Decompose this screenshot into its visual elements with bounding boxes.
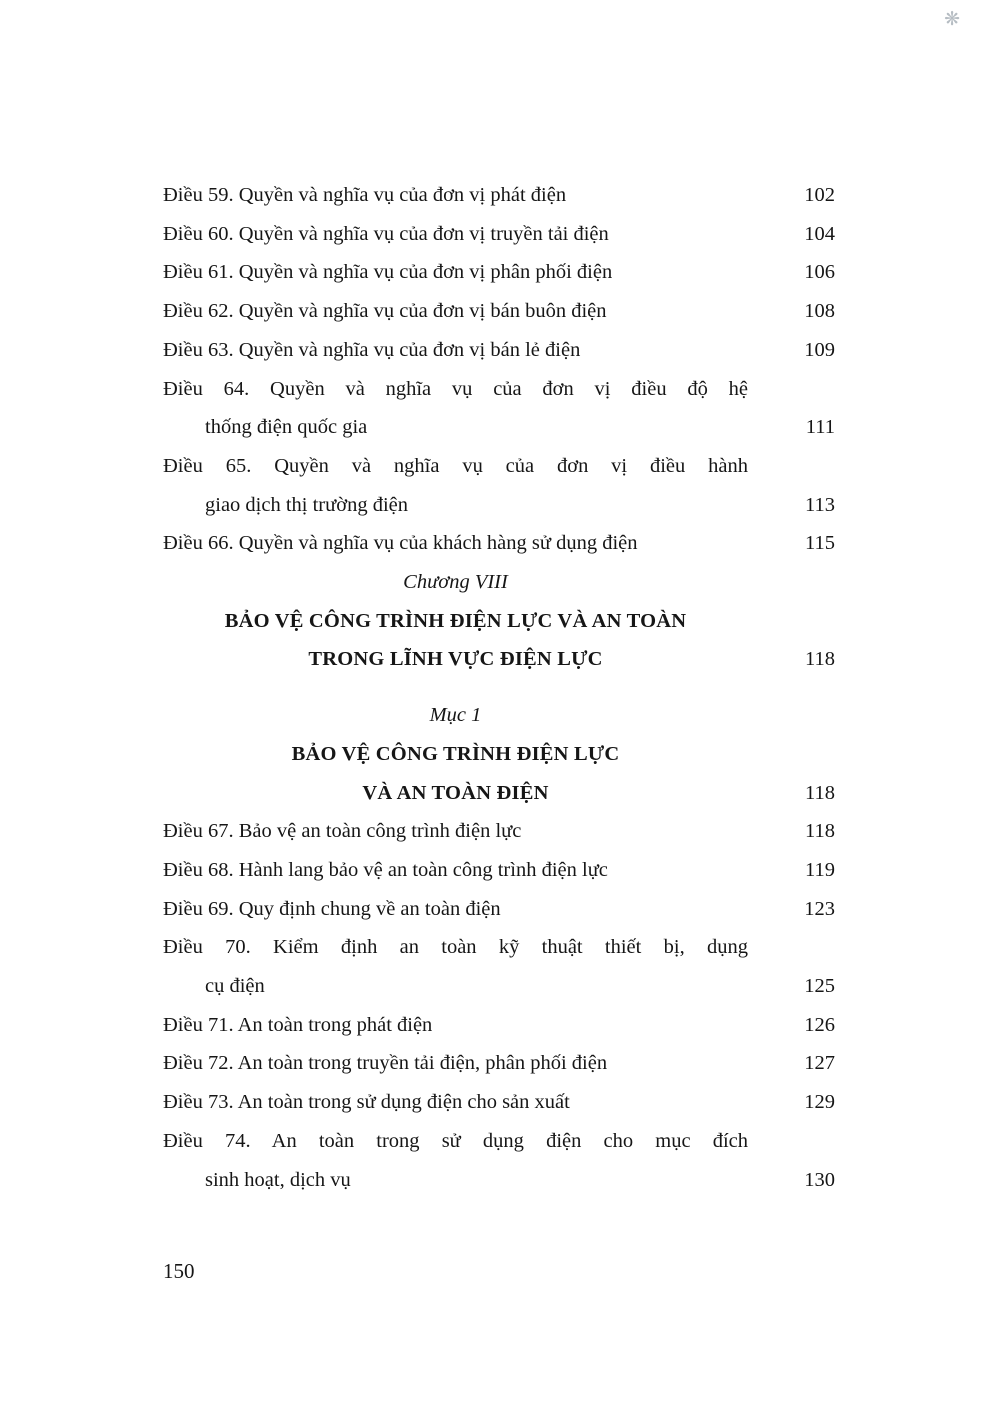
toc-line [163,774,835,813]
toc-line [163,1122,835,1161]
toc-line-text: Điều 67. Bảo vệ an toàn công trình điện lực [163,820,522,843]
toc-line [163,967,835,1006]
toc-line [163,524,835,563]
toc-line-text: Điều 71. An toàn trong phát điện [163,1013,433,1036]
toc-line-text: Điều 68. Hành lang bảo vệ an toàn công trình điện lực [163,858,608,881]
toc-line-text: TRONG LĨNH VỰC ĐIỆN LỰC [308,648,603,671]
toc-line [163,1083,835,1122]
toc-line-text: Điều 64. Quyền và nghĩa vụ của đơn vị điều độ hệ [163,377,748,400]
toc-line [163,215,835,254]
toc-line [163,486,835,525]
toc-page-number: 118 [805,820,835,843]
toc-line [163,1044,835,1083]
toc-line [163,851,835,890]
toc-line-text: Chương VIII [403,571,508,594]
toc-line-text: BẢO VỆ CÔNG TRÌNH ĐIỆN LỰC VÀ AN TOÀN [224,609,687,632]
toc-line-text: Điều 61. Quyền và nghĩa vụ của đơn vị phân phối điện [163,261,613,284]
toc-line-text: Điều 73. An toàn trong sử dụng điện cho sản xuất [163,1091,570,1114]
toc-page-number: 109 [804,338,835,361]
toc-line-text: Điều 60. Quyền và nghĩa vụ của đơn vị truyền tải điện [163,222,609,245]
toc-line-text: Mục 1 [429,704,482,727]
toc-line-text: Điều 70. Kiểm định an toàn kỹ thuật thiết bị, dụng [163,936,748,959]
toc-line [163,370,835,409]
toc-page-number: 118 [805,648,835,671]
toc-line-text: Điều 69. Quy định chung về an toàn điện [163,897,501,920]
toc-page-number: 130 [804,1168,835,1191]
toc-page-number: 108 [804,300,835,323]
toc-page-number: 113 [805,493,835,516]
toc-line [163,602,835,641]
toc-line [163,735,835,774]
toc-page-number: 115 [805,532,835,555]
toc-line [163,253,835,292]
toc-page-number: 127 [804,1052,835,1075]
toc-page-number: 104 [804,222,835,245]
toc-line-text: BẢO VỆ CÔNG TRÌNH ĐIỆN LỰC [291,742,620,765]
toc-line-text: Điều 66. Quyền và nghĩa vụ của khách hàng sử dụng điện [163,532,638,555]
toc-line-text: cụ điện [205,975,265,998]
toc-line-text: VÀ AN TOÀN ĐIỆN [362,781,549,804]
toc-line-text: Điều 72. An toàn trong truyền tải điện, phân phối điện [163,1052,608,1075]
toc-line [163,176,835,215]
toc-page-number: 123 [804,897,835,920]
toc-line [163,292,835,331]
toc-line-text: giao dịch thị trường điện [205,493,408,516]
toc-line [163,1006,835,1045]
toc-line [163,696,835,735]
toc-page-number: 111 [805,416,835,439]
toc-line [163,1161,835,1200]
toc-line-text: thống điện quốc gia [205,416,368,439]
footer-page-number: 150 [163,1259,195,1283]
toc-line-text: Điều 63. Quyền và nghĩa vụ của đơn vị bán lẻ điện [163,338,581,361]
toc-page-number: 119 [805,858,835,881]
toc-line [163,447,835,486]
toc-line [163,640,835,679]
toc-line-text: Điều 62. Quyền và nghĩa vụ của đơn vị bán buôn điện [163,300,607,323]
toc-line [163,928,835,967]
toc-page-number: 102 [804,184,835,206]
toc-page-number: 125 [804,975,835,998]
toc-line [163,408,835,447]
toc-line [163,331,835,370]
flower-ornament-icon: ❋ [944,9,960,30]
toc-line [163,812,835,851]
table-of-contents [163,176,835,1199]
toc-page-number: 126 [804,1013,835,1036]
toc-page-number: 106 [804,261,835,284]
toc-line-text: Điều 65. Quyền và nghĩa vụ của đơn vị điều hành [163,454,748,477]
toc-line-text: sinh hoạt, dịch vụ [205,1168,351,1191]
toc-line [163,890,835,929]
toc-line [163,563,835,602]
toc-line-text: Điều 74. An toàn trong sử dụng điện cho mục đích [163,1129,748,1152]
toc-line-text: Điều 59. Quyền và nghĩa vụ của đơn vị phát điện [163,184,567,206]
toc-page-number: 118 [805,781,835,804]
toc-page-number: 129 [804,1091,835,1114]
